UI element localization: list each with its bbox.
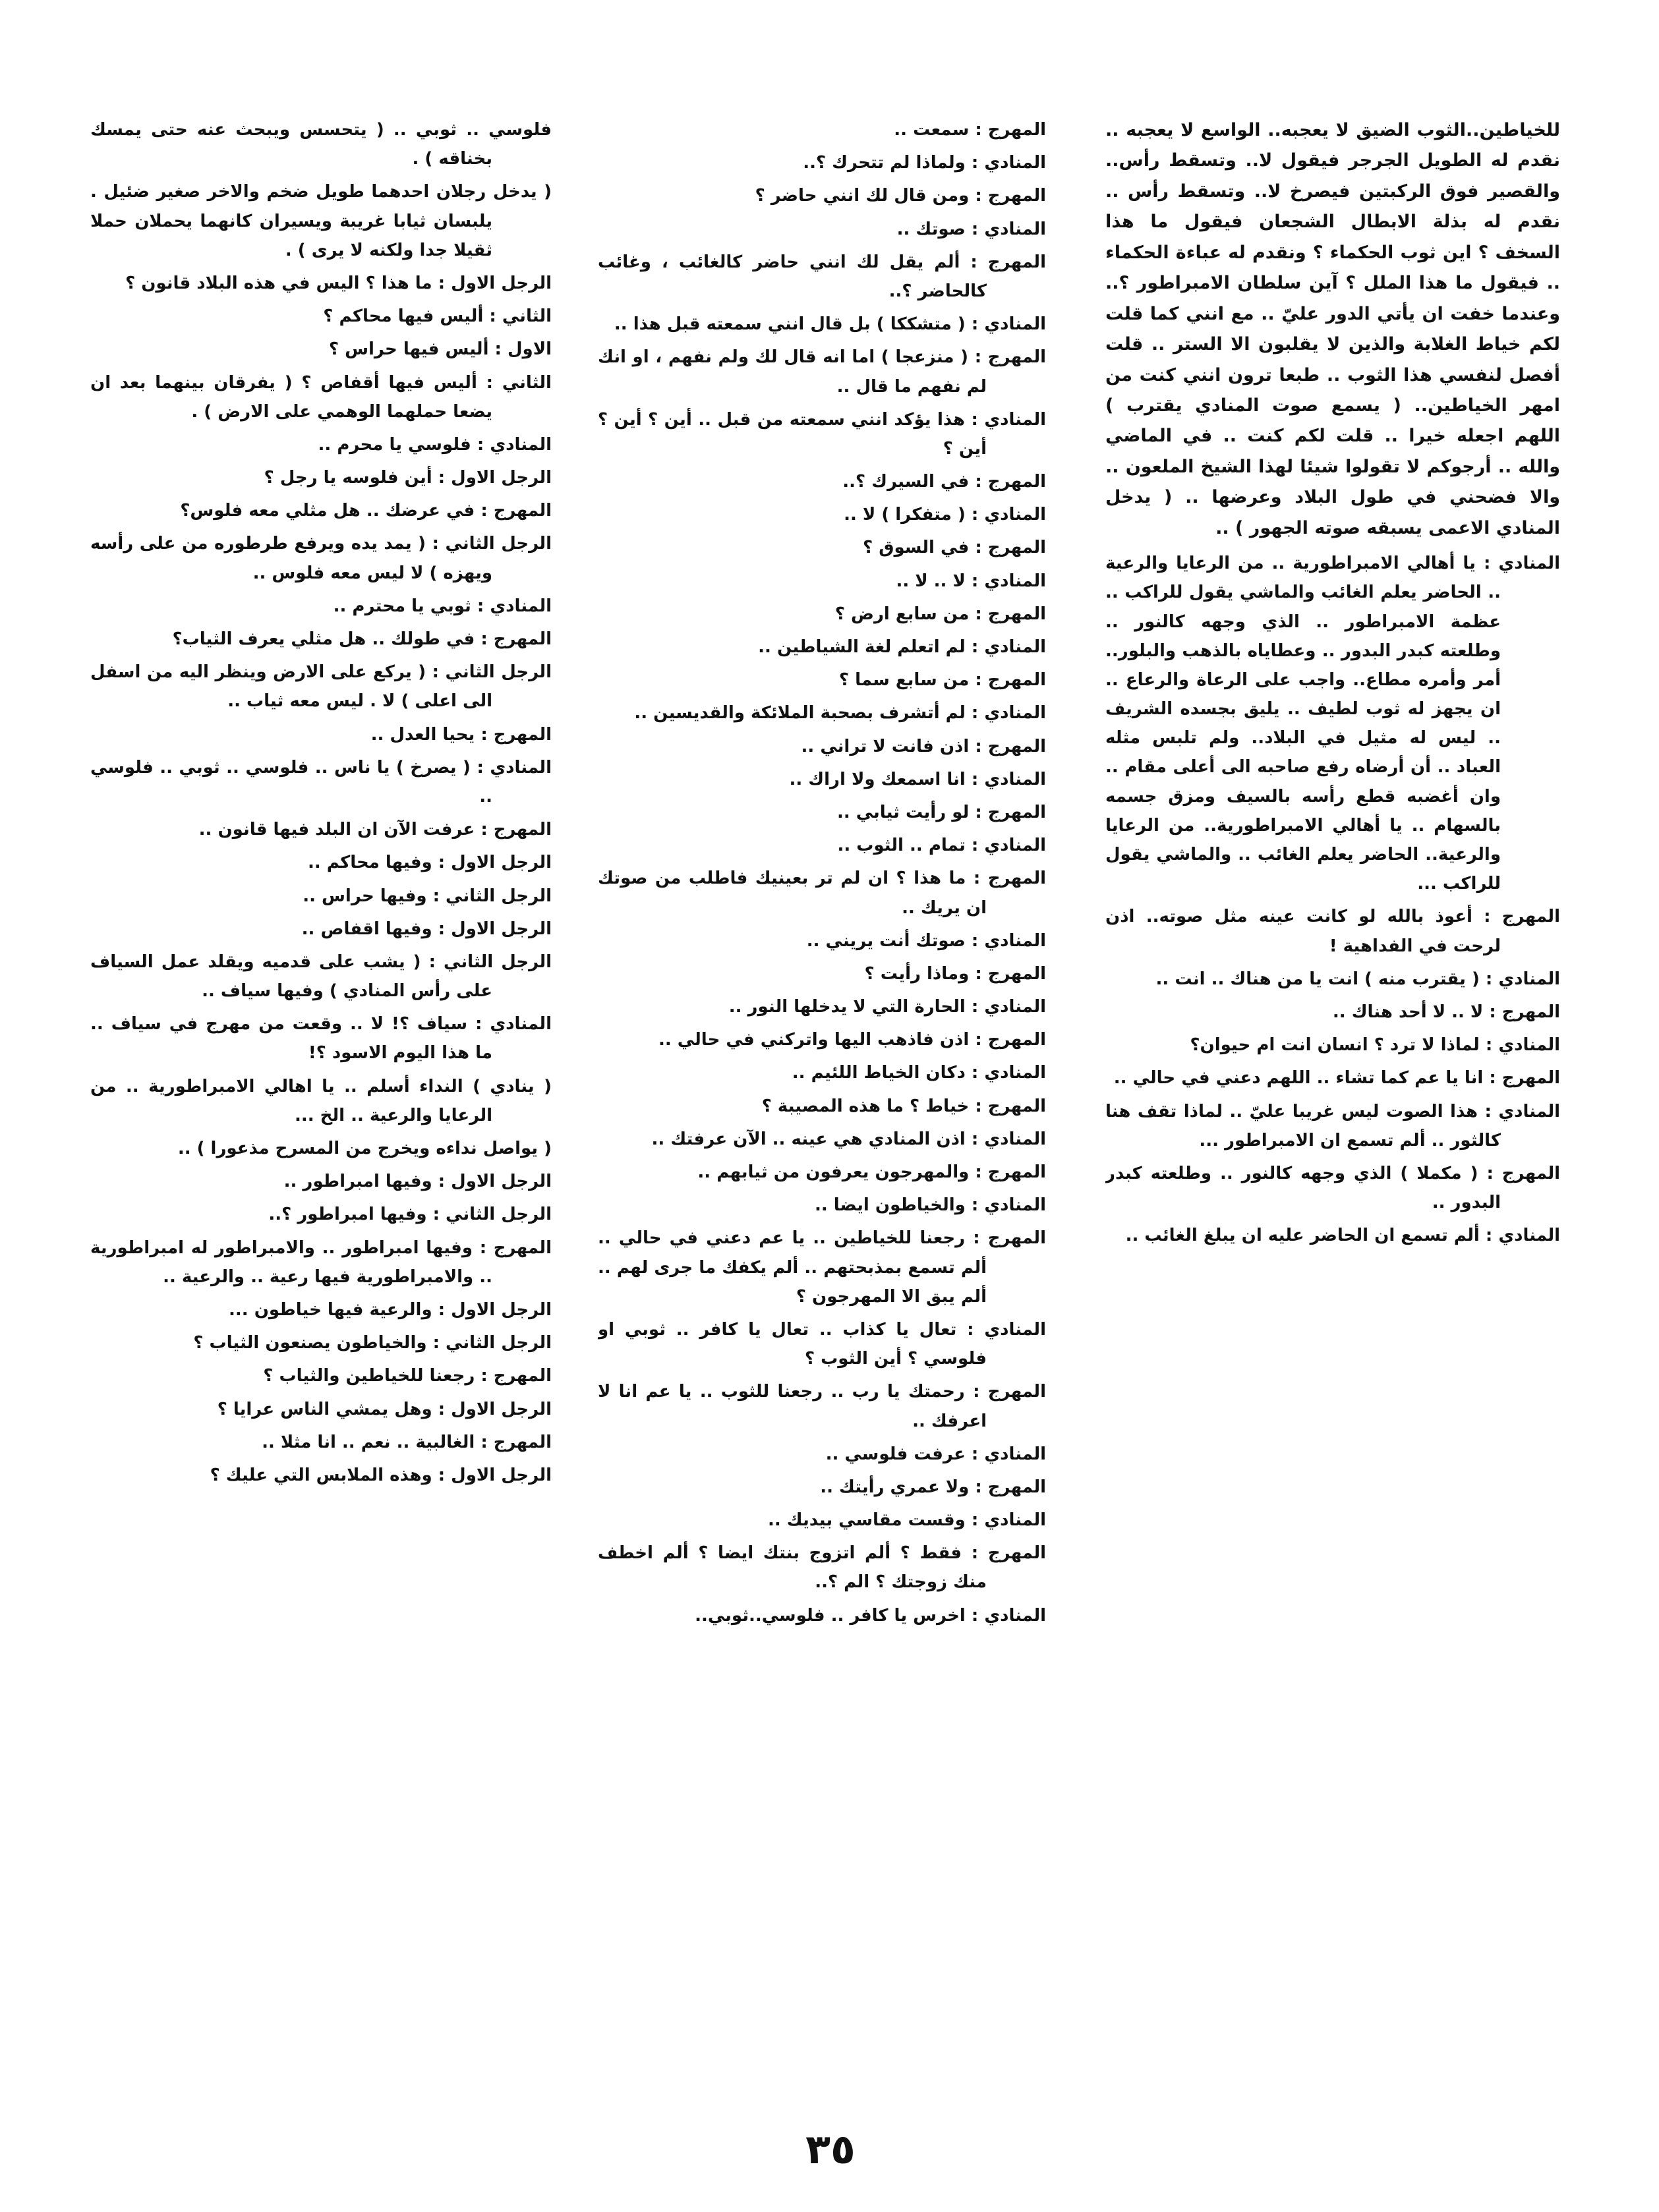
speaker-label: المهرج :: [973, 868, 1046, 889]
dialogue-text: ( متفكرا ) لا ..: [844, 505, 966, 525]
dialogue-text: صوتك ..: [896, 219, 966, 239]
dialogue-line: [90, 592, 552, 621]
dialogue-line: [90, 115, 552, 173]
speaker-label: المهرج :: [1486, 1163, 1560, 1183]
speaker-label: المهرج :: [975, 472, 1046, 492]
speaker-label: الرجل الثاني :: [432, 1333, 552, 1353]
speaker-label: المنادي :: [971, 1605, 1046, 1626]
dialogue-line: [90, 302, 552, 331]
dialogue-line: [90, 720, 552, 749]
dialogue-text: ثوبي يا محترم ..: [333, 596, 471, 616]
page-number: ٣٥: [805, 2125, 856, 2173]
dialogue-text: أعوذ بالله لو كانت عينه مثل صوته.. اذن لرحت في الفداهية !: [1105, 907, 1501, 956]
dialogue-line: [598, 864, 1046, 922]
dialogue-line: [90, 177, 552, 265]
dialogue-line: [90, 335, 552, 364]
dialogue-line: [598, 600, 1046, 629]
dialogue-line: [1105, 902, 1560, 960]
dialogue-line: [90, 1361, 552, 1390]
dialogue-text: ( يقترب منه ) انت يا من هناك .. انت ..: [1155, 969, 1480, 989]
dialogue-line: [598, 500, 1046, 529]
dialogue-text: فلوسي .. ثوبي .. ( يتحسس ويبحث عنه حتى يمسك بخناقه ) .: [90, 120, 552, 169]
dialogue-text: ولا عمري رأيتك ..: [820, 1477, 970, 1497]
dialogue-text: والرعية فيها خياطون ...: [229, 1299, 432, 1320]
dialogue-line: [1105, 549, 1560, 898]
dialogue-line: [598, 1315, 1046, 1373]
dialogue-text: هذا الصوت ليس غريبا عليّ .. لماذا تقف هنا كالثور .. ألم تسمع ان الامبراطور ...: [1105, 1101, 1501, 1150]
dialogue-text: وماذا رأيت ؟: [864, 963, 970, 984]
speaker-label: المنادي :: [477, 757, 552, 778]
dialogue-line: [598, 831, 1046, 860]
dialogue-text: وفيها حراس ..: [303, 886, 427, 906]
speaker-label: الرجل الاول :: [438, 1399, 552, 1419]
dialogue-text: رجعنا للخياطين .. يا عم دعني في حالي .. ألم تسمع بمذبحتهم .. ألم يكفك ما جرى لهم .. ألم يبق الا المهرجون ؟: [598, 1228, 987, 1307]
dialogue-text: ( يركع على الارض وينظر اليه من اسفل الى اعلى ) لا . ليس معه ثياب ..: [90, 662, 492, 712]
dialogue-text: ( يواصل نداءه ويخرج من المسرح مذعورا ) ..: [177, 1139, 552, 1158]
dialogue-text: صوتك أنت يريني ..: [806, 930, 966, 951]
dialogue-line: [598, 567, 1046, 596]
speaker-label: الثاني :: [489, 306, 552, 327]
dialogue-text: عرفت الآن ان البلد فيها قانون ..: [198, 820, 475, 840]
dialogue-text: ولماذا لم تتحرك ؟..: [803, 153, 966, 173]
dialogue-line: [598, 310, 1046, 339]
speaker-label: الاول :: [494, 339, 552, 360]
dialogue-text: فقط ؟ ألم اتزوج بنتك ايضا ؟ ألم اخطف منك زوجتك ؟ الم ؟..: [598, 1543, 987, 1593]
speaker-label: المنادي :: [971, 930, 1046, 951]
dialogue-text: ( يمد يده ويرفع طرطوره من على رأسه ويهزه ) لا ليس معه فلوس ..: [90, 534, 492, 583]
speaker-label: المنادي :: [967, 1319, 1046, 1340]
dialogue-line: [90, 1200, 552, 1229]
dialogue-line: [598, 1224, 1046, 1311]
dialogue-line: [90, 1395, 552, 1424]
dialogue-text: من سابع سما ؟: [838, 670, 970, 691]
dialogue-line: [598, 798, 1046, 827]
speaker-label: الرجل الثاني :: [428, 951, 552, 972]
dialogue-text: لماذا لا ترد ؟ انسان انت ام حيوان؟: [1190, 1035, 1480, 1056]
speaker-label: المهرج :: [1489, 1068, 1560, 1089]
dialogue-line: [90, 496, 552, 525]
dialogue-line: [598, 633, 1046, 662]
dialogue-line: [598, 1092, 1046, 1121]
dialogue-text: في عرضك .. هل مثلي معه فلوس؟: [180, 501, 475, 521]
dialogue-line: [598, 926, 1046, 955]
dialogue-text: فلوسي يا محرم ..: [318, 434, 471, 455]
speaker-label: الرجل الاول :: [438, 919, 552, 939]
speaker-label: المهرج :: [970, 252, 1046, 272]
dialogue-text: وقست مقاسي بيديك ..: [767, 1510, 966, 1531]
dialogue-line: [90, 1072, 552, 1130]
dialogue-text: وفيها اقفاص ..: [301, 919, 432, 939]
speaker-label: المنادي :: [1485, 1035, 1560, 1056]
dialogue-text: أليس فيها محاكم ؟: [323, 306, 484, 327]
speaker-label: المنادي :: [971, 1195, 1046, 1216]
speaker-label: المنادي :: [1483, 553, 1560, 574]
dialogue-text: اخرس يا كافر .. فلوسي..ثوبي..: [695, 1605, 966, 1626]
dialogue-text: ما هذا ؟ ان لم تر بعينيك فاطلب من صوتك ان يريك ..: [598, 868, 987, 918]
dialogue-line: [1105, 1221, 1560, 1250]
speaker-label: المنادي :: [971, 703, 1046, 723]
dialogue-line: [90, 1009, 552, 1067]
speaker-label: الرجل الثاني :: [432, 662, 552, 683]
speaker-label: المهرج :: [975, 1096, 1046, 1116]
dialogue-line: [598, 1440, 1046, 1469]
speaker-label: المهرج :: [975, 736, 1046, 756]
speaker-label: الرجل الاول :: [438, 468, 552, 488]
dialogue-text: ( متشككا ) بل قال انني سمعته قبل هذا ..: [614, 314, 966, 335]
speaker-label: المهرج :: [974, 347, 1046, 368]
dialogue-text: ومن قال لك انني حاضر ؟: [755, 186, 970, 206]
dialogue-line: [598, 1191, 1046, 1220]
speaker-label: المهرج :: [975, 538, 1046, 558]
speaker-label: المنادي :: [1484, 1101, 1560, 1121]
dialogue-line: [598, 405, 1046, 463]
dialogue-text: ( يشب على قدميه ويقلد عمل السياف على رأس المنادي ) وفيها سياف ..: [90, 951, 492, 1002]
dialogue-text: لا .. لا ..: [896, 571, 966, 591]
dialogue-text: والخياطون يصنعون الثياب ؟: [193, 1333, 427, 1353]
speaker-label: المهرج :: [975, 802, 1046, 822]
speaker-label: المهرج :: [975, 120, 1046, 140]
dialogue-text: ( منزعجا ) اما انه قال لك ولم نفهم ، او انك لم نفهم ما قال ..: [598, 347, 987, 397]
intro-paragraph: للخياطين..الثوب الضيق لا يعجبه.. الواسع لا يعجبه .. نقدم له الطويل الجرجر فيقول لا.. وتسقط رأس.. والقصير فوق الركبتين فيصرخ لا.. وتسقط رأس .. نقدم له بذلة الابطال الشجعان فيقول ما هذا السخف ؟ اين ثوب الحكماء ؟ ونقدم له عباءة الحكماء .. فيقول ما هذا الملل ؟ آين سلطان الامبراطور ؟.. وعندما خفت ان يأتي الدور عليّ .. مع انني كما قلت لكم خياط الغلابة والذين لا يقلبون الا الستر .. قلت أفصل لنفسي هذا الثوب .. طبعا ترون انني كنت من امهر الخياطين.. ( يسمع صوت المنادي يقترب ) اللهم اجعله خيرا .. قلت لكم كنت .. في الماضي والله .. أرجوكم لا تقولوا شيئا لهذا الشيخ الملعون .. والا فضحني في طول البلاد وعرضها .. ( يدخل المنادي الاعمى يسبقه صوته الجهور ) ..: [1105, 120, 1560, 538]
speaker-label: المهرج :: [480, 724, 552, 745]
dialogue-line: [598, 1601, 1046, 1630]
speaker-label: المنادي :: [477, 596, 552, 616]
speaker-label: الثاني :: [486, 372, 552, 393]
speaker-label: المهرج :: [975, 186, 1046, 206]
speaker-label: المنادي :: [1485, 969, 1560, 989]
dialogue-text: لم أتشرف بصحبة الملائكة والقديسين ..: [634, 703, 966, 723]
dialogue-text: والخياطون ايضا ..: [814, 1195, 966, 1216]
speaker-label: المنادي :: [971, 314, 1046, 335]
dialogue-line: [598, 666, 1046, 695]
dialogue-text: في طولك .. هل مثلي يعرف الثياب؟: [172, 629, 475, 649]
speaker-label: المنادي :: [971, 1063, 1046, 1083]
dialogue-text: ألم تسمع ان الحاضر عليه ان يبلغ الغائب ..: [1125, 1226, 1480, 1246]
dialogue-text: عرفت فلوسي ..: [825, 1444, 966, 1464]
dialogue-line: [90, 1428, 552, 1457]
left-dialogue: [90, 115, 552, 1490]
dialogue-text: دكان الخياط اللئيم ..: [792, 1063, 966, 1083]
dialogue-text: وهذه الملابس التي عليك ؟: [210, 1465, 432, 1485]
dialogue-line: [1105, 1159, 1560, 1217]
dialogue-line: [598, 732, 1046, 761]
dialogue-text: انا اسمعك ولا اراك ..: [789, 769, 966, 789]
dialogue-text: ( يدخل رجلان احدهما طويل ضخم والاخر صغير ضئيل . يلبسان ثيابا غريبة ويسيران كانهما يحملان حملا ثقيلا جدا ولكنه لا يرى ) .: [90, 182, 552, 260]
speaker-label: المهرج :: [975, 1162, 1046, 1182]
speaker-label: المنادي :: [971, 571, 1046, 591]
dialogue-text: تمام .. الثوب ..: [837, 836, 966, 856]
speaker-label: المنادي :: [971, 219, 1046, 239]
speaker-label: المهرج :: [480, 501, 552, 521]
dialogue-text: في السوق ؟: [863, 538, 970, 558]
dialogue-line: [90, 753, 552, 811]
speaker-label: المنادي :: [971, 1129, 1046, 1149]
dialogue-line: [90, 529, 552, 587]
dialogue-text: الحارة التي لا يدخلها النور ..: [728, 997, 966, 1017]
dialogue-text: أليس فيها أقفاص ؟ ( يفرقان بينهما بعد ان يضعا حملهما الوهمي على الارض ) .: [90, 372, 492, 422]
speaker-label: الرجل الاول :: [438, 1172, 552, 1192]
dialogue-line: [90, 1167, 552, 1196]
dialogue-line: [598, 181, 1046, 210]
dialogue-line: [1105, 965, 1560, 994]
dialogue-line: [598, 1058, 1046, 1087]
column-right: [1105, 115, 1560, 2112]
dialogue-line: [598, 765, 1046, 794]
dialogue-line: [598, 992, 1046, 1021]
dialogue-text: وهل يمشي الناس عرايا ؟: [217, 1399, 432, 1419]
dialogue-line: [1105, 1063, 1560, 1092]
dialogue-line: [598, 533, 1046, 562]
dialogue-text: من سابع ارض ؟: [834, 604, 970, 624]
dialogue-text: انا يا عم كما تشاء .. اللهم دعني في حالي ..: [1113, 1068, 1484, 1089]
dialogue-line: [598, 1125, 1046, 1154]
speaker-label: المهرج :: [973, 1382, 1046, 1402]
speaker-label: المنادي :: [971, 997, 1046, 1017]
dialogue-line: [598, 115, 1046, 144]
speaker-label: المهرج :: [973, 1228, 1046, 1249]
speaker-label: المهرج :: [480, 1432, 552, 1452]
dialogue-text: خياط ؟ ما هذه المصيبة ؟: [761, 1096, 970, 1116]
dialogue-line: [1105, 998, 1560, 1027]
speaker-label: المنادي :: [971, 505, 1046, 525]
dialogue-line: [90, 848, 552, 877]
speaker-label: المهرج :: [975, 963, 1046, 984]
dialogue-line: [90, 882, 552, 911]
dialogue-text: يا أهالي الامبراطورية .. من الرعايا والرعية .. الحاضر يعلم الغائب والماشي يقول للراكب .. عظمة الامبراطور .. الذي وجهه كالنور .. وطلعته كبدر البدور .. وعطاياه بالذهب والبلور.. أمر وأمره مطاع.. واجب على الرعاة والرعاع .. ان يجهز له ثوب لطيف .. يليق بجسده الشريف .. ليس له مثيل في البلاد.. ولم تلبس مثله العباد .. أن أرضاه رفع صاحبه الى أعلى مقام .. وان أغضبه قطع رأسه بالسيف ومزق جسمه بالسهام .. يا أهالي الامبراطورية.. من الرعايا والرعية.. الحاضر يعلم الغائب .. والماشي يقول للراكب ...: [1105, 553, 1501, 894]
dialogue-line: [598, 1506, 1046, 1535]
dialogue-text: ( ينادي ) النداء أسلم .. يا اهالي الامبراطورية .. من الرعايا والرعية .. الخ ...: [90, 1076, 552, 1125]
speaker-label: المنادي :: [971, 769, 1046, 789]
speaker-label: المنادي :: [477, 434, 552, 455]
dialogue-line: [1105, 1031, 1560, 1060]
speaker-label: الرجل الاول :: [438, 273, 552, 293]
speaker-label: الرجل الثاني :: [432, 1205, 552, 1225]
dialogue-text: وفيها امبراطور ؟..: [268, 1205, 427, 1225]
speaker-label: الرجل الاول :: [438, 1465, 552, 1485]
speaker-label: المهرج :: [1489, 1002, 1560, 1022]
dialogue-text: أليس فيها حراس ؟: [328, 339, 489, 360]
dialogue-text: يحيا العدل ..: [370, 724, 475, 745]
dialogue-line: [598, 467, 1046, 496]
dialogue-line: [90, 815, 552, 844]
speaker-label: المهرج :: [479, 1237, 552, 1258]
dialogue-line: [598, 248, 1046, 306]
dialogue-text: اذن فانت لا تراني ..: [801, 736, 970, 756]
speaker-label: المنادي :: [971, 153, 1046, 173]
middle-dialogue: [598, 115, 1046, 1630]
dialogue-line: [90, 269, 552, 298]
dialogue-line: [90, 1461, 552, 1490]
dialogue-text: أين فلوسه يا رجل ؟: [264, 468, 432, 488]
dialogue-line: [598, 1473, 1046, 1502]
dialogue-line: [598, 1377, 1046, 1435]
dialogue-text: لم اتعلم لغة الشياطين ..: [758, 637, 966, 657]
speaker-label: الرجل الاول :: [438, 1299, 552, 1320]
dialogue-line: [90, 625, 552, 654]
dialogue-text: لا .. لا أحد هناك ..: [1332, 1002, 1484, 1022]
dialogue-text: الغالبية .. نعم .. انا مثلا ..: [262, 1432, 475, 1452]
dialogue-line: [598, 1158, 1046, 1187]
speaker-label: المهرج :: [480, 820, 552, 840]
speaker-label: المنادي :: [971, 1510, 1046, 1531]
dialogue-text: اذن فاذهب اليها واتركني في حالي ..: [658, 1030, 970, 1050]
dialogue-text: والمهرجون يعرفون من ثيابهم ..: [697, 1162, 970, 1182]
speaker-label: المهرج :: [480, 629, 552, 649]
dialogue-line: [90, 1134, 552, 1163]
dialogue-text: ( مكملا ) الذي وجهه كالنور .. وطلعته كبدر البدور ..: [1105, 1163, 1501, 1213]
speaker-label: المنادي :: [1485, 1226, 1560, 1246]
speaker-label: المهرج :: [975, 604, 1046, 624]
speaker-label: المنادي :: [971, 836, 1046, 856]
dialogue-line: [598, 343, 1046, 401]
speaker-label: المهرج :: [971, 1543, 1046, 1564]
dialogue-line: [90, 463, 552, 492]
dialogue-line: [90, 430, 552, 459]
dialogue-text: ألم يقل لك انني حاضر كالغائب ، وغائب كالحاضر ؟..: [598, 252, 987, 301]
dialogue-text: رحمتك يا رب .. رجعنا للثوب .. يا عم انا لا اعرفك ..: [598, 1382, 987, 1431]
speaker-label: الرجل الثاني :: [432, 886, 552, 906]
dialogue-line: [598, 148, 1046, 177]
speaker-label: الرجل الاول :: [438, 853, 552, 873]
dialogue-line: [1105, 1097, 1560, 1155]
speaker-label: المهرج :: [1484, 907, 1560, 927]
dialogue-line: [90, 1328, 552, 1357]
dialogue-line: [598, 1539, 1046, 1597]
speaker-label: المنادي :: [971, 637, 1046, 657]
dialogue-text: وفيها محاكم ..: [307, 853, 432, 873]
dialogue-line: [598, 698, 1046, 727]
dialogue-line: [598, 215, 1046, 244]
dialogue-line: [90, 948, 552, 1006]
dialogue-text: ما هذا ؟ اليس في هذه البلاد قانون ؟: [125, 273, 432, 293]
column-left: [90, 115, 552, 2112]
dialogue-text: لو رأيت ثيابي ..: [836, 802, 970, 822]
speaker-label: المهرج :: [975, 1030, 1046, 1050]
dialogue-text: اذن المنادي هي عينه .. الآن عرفتك ..: [651, 1129, 966, 1149]
dialogue-text: وفيها امبراطور ..: [283, 1172, 432, 1192]
dialogue-text: سياف ؟! لا .. وقعت من مهرج في سياف .. ما هذا اليوم الاسود ؟!: [90, 1014, 492, 1063]
dialogue-text: وفيها امبراطور .. والامبراطور له امبراطورية .. والامبراطورية فيها رعية .. والرعية ..: [90, 1237, 492, 1287]
speaker-label: المنادي :: [971, 409, 1046, 430]
dialogue-text: في السيرك ؟..: [842, 472, 970, 492]
column-middle: [598, 115, 1046, 2112]
dialogue-text: رجعنا للخياطين والثياب ؟: [263, 1366, 475, 1386]
dialogue-text: ( يصرخ ) يا ناس .. فلوسي .. ثوبي .. فلوسي ..: [90, 757, 492, 807]
dialogue-line: [598, 1025, 1046, 1054]
speaker-label: المنادي :: [971, 1444, 1046, 1464]
speaker-label: الرجل الثاني :: [432, 534, 552, 554]
speaker-label: المهرج :: [480, 1366, 552, 1386]
dialogue-line: [90, 368, 552, 426]
right-dialogue: [1105, 549, 1560, 1250]
dialogue-line: [598, 959, 1046, 988]
dialogue-line: [90, 1234, 552, 1291]
dialogue-line: [90, 1295, 552, 1324]
speaker-label: المهرج :: [975, 1477, 1046, 1497]
dialogue-line: [90, 658, 552, 716]
dialogue-line: [90, 915, 552, 944]
speaker-label: المنادي :: [475, 1014, 552, 1035]
dialogue-text: تعال يا كذاب .. تعال يا كافر .. ثوبي او فلوسي ؟ أين الثوب ؟: [598, 1319, 987, 1369]
dialogue-text: هذا يؤكد انني سمعته من قبل .. أين ؟ أين ؟ أين ؟: [598, 409, 987, 459]
speaker-label: المهرج :: [975, 670, 1046, 691]
dialogue-text: سمعت ..: [894, 120, 970, 140]
